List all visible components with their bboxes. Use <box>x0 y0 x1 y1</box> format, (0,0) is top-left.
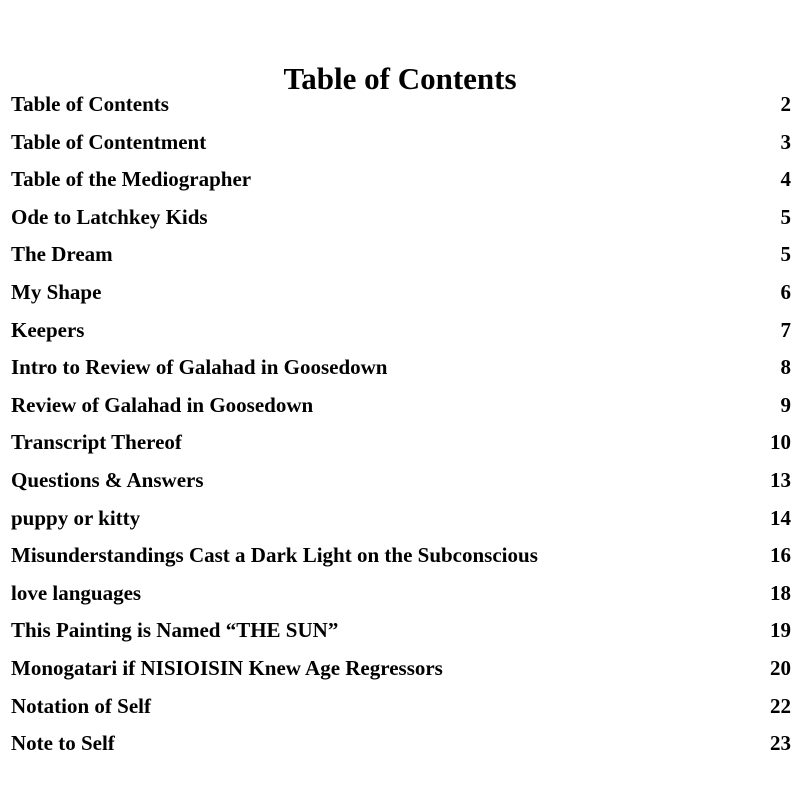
toc-entry-title: My Shape <box>11 279 102 304</box>
toc-entry-page: 4 <box>780 167 791 192</box>
toc-entry-page: 9 <box>780 392 791 417</box>
toc-entry-title: Questions & Answers <box>11 467 204 492</box>
toc-entry[interactable] <box>11 424 791 462</box>
toc-entry-page: 19 <box>770 618 791 643</box>
toc-entry-page: 5 <box>780 204 791 229</box>
toc-entry-title: Table of Contentment <box>11 129 207 154</box>
toc-entry-title: The Dream <box>11 242 113 267</box>
toc-entry-page: 18 <box>770 580 791 605</box>
toc-entry-page: 23 <box>770 731 791 756</box>
toc-entry-title: Table of Contents <box>11 92 169 116</box>
toc-entry-page: 6 <box>780 279 791 304</box>
page-title: Table of Contents <box>283 60 517 96</box>
toc-entry-page: 14 <box>770 505 791 530</box>
toc-entry[interactable] <box>11 537 791 575</box>
toc-entry[interactable] <box>11 725 791 763</box>
toc-entry-title: love languages <box>11 580 142 605</box>
toc-entry-page: 16 <box>770 543 791 568</box>
toc-entry-title: Keepers <box>11 317 85 342</box>
toc-entry-title: Ode to Latchkey Kids <box>11 204 208 229</box>
toc-entry-page: 8 <box>780 355 791 380</box>
toc-entry[interactable] <box>11 236 791 274</box>
toc-entry-title: puppy or kitty <box>11 505 141 530</box>
toc-entry[interactable] <box>11 650 791 688</box>
toc-entry-title: This Painting is Named “THE SUN” <box>11 618 339 643</box>
toc-entry[interactable] <box>11 161 791 199</box>
toc-entry-page: 10 <box>770 430 791 455</box>
toc-entry[interactable] <box>11 462 791 500</box>
toc-entry-title: Monogatari if NISIOISIN Knew Age Regressors <box>11 655 443 680</box>
toc-entry[interactable] <box>11 199 791 237</box>
toc-entry[interactable] <box>11 575 791 613</box>
toc-entry-title: Notation of Self <box>11 693 151 718</box>
toc-entry[interactable] <box>11 86 791 124</box>
toc-entry-title: Table of the Mediographer <box>11 167 252 192</box>
toc-entry[interactable] <box>11 312 791 350</box>
toc-entry-page: 7 <box>780 317 791 342</box>
toc-entry[interactable] <box>11 500 791 538</box>
toc-entry[interactable] <box>11 688 791 726</box>
toc-entry[interactable] <box>11 124 791 162</box>
toc-entry-page: 13 <box>770 467 791 492</box>
toc-entry-title: Transcript Thereof <box>11 430 182 455</box>
toc-entry-page: 20 <box>770 655 791 680</box>
toc-entry[interactable] <box>11 274 791 312</box>
toc-entry-page: 22 <box>770 693 791 718</box>
toc-entry-page: 5 <box>780 242 791 267</box>
toc-entry[interactable] <box>11 349 791 387</box>
toc-entry-title: Misunderstandings Cast a Dark Light on the Subconscious <box>11 543 538 568</box>
toc-entry-title: Review of Galahad in Goosedown <box>11 392 314 417</box>
toc-entry-title: Note to Self <box>11 731 115 756</box>
toc-entry[interactable] <box>11 612 791 650</box>
toc-entry-page: 3 <box>780 129 791 154</box>
toc-entry-title: Intro to Review of Galahad in Goosedown <box>11 355 388 380</box>
toc-entry[interactable] <box>11 387 791 425</box>
toc-list <box>11 86 791 763</box>
toc-entry-page: 2 <box>780 92 791 116</box>
